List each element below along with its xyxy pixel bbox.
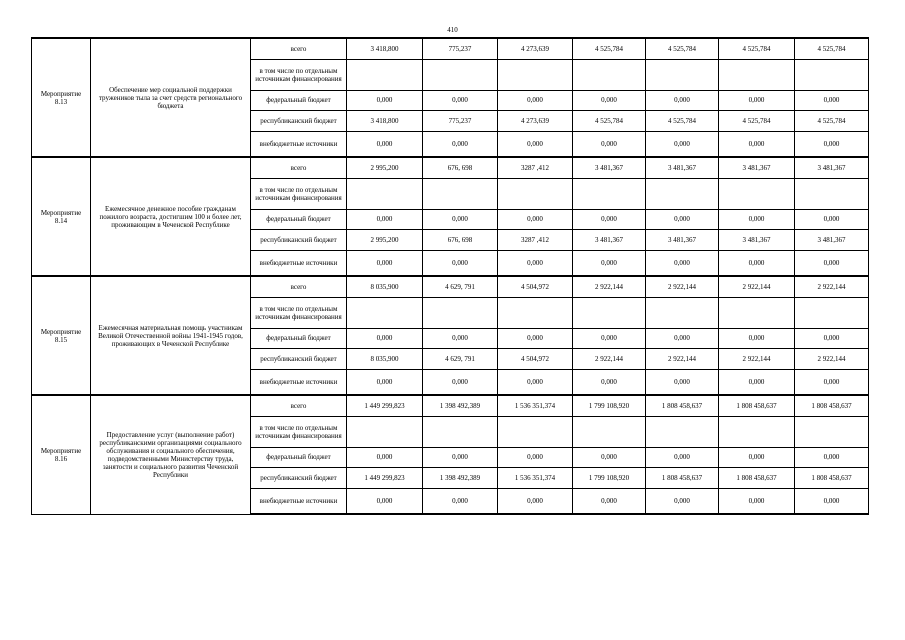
amount-cell: 0,000 [646,131,719,157]
amount-cell: 0,000 [573,328,646,348]
amount-cell: 4 629, 791 [423,348,498,369]
amount-cell: 2 922,144 [646,348,719,369]
amount-cell: 3287 ,412 [498,157,573,178]
amount-cell: 8 035,900 [347,276,423,297]
amount-cell: 0,000 [423,488,498,514]
amount-cell: 2 995,200 [347,229,423,250]
amount-cell: 0,000 [573,447,646,467]
amount-cell: 0,000 [347,488,423,514]
amount-cell [498,416,573,447]
amount-cell: 0,000 [719,488,795,514]
amount-cell: 3 481,367 [795,157,869,178]
amount-cell: 1 799 108,920 [573,395,646,416]
amount-cell [646,416,719,447]
measure-description: Ежемесячная материальная помощь участникам Великой Отечественной войны 1941-1945 годов, проживающих в Чеченской Республике [91,276,251,395]
funding-source-label: федеральный бюджет [251,328,347,348]
amount-cell: 0,000 [719,447,795,467]
amount-cell: 4 525,784 [646,110,719,131]
amount-cell: 4 504,972 [498,276,573,297]
amount-cell: 0,000 [498,328,573,348]
amount-cell: 775,237 [423,38,498,59]
amount-cell: 3 481,367 [646,229,719,250]
amount-cell: 0,000 [347,447,423,467]
amount-cell [573,178,646,209]
amount-cell: 0,000 [795,447,869,467]
amount-cell: 0,000 [347,369,423,395]
amount-cell: 0,000 [347,131,423,157]
amount-cell [646,178,719,209]
amount-cell [573,297,646,328]
amount-cell: 2 922,144 [719,348,795,369]
amount-cell: 0,000 [646,369,719,395]
amount-cell [423,178,498,209]
funding-source-label: внебюджетные источники [251,369,347,395]
amount-cell: 0,000 [646,209,719,229]
amount-cell: 4 504,972 [498,348,573,369]
funding-source-label: всего [251,38,347,59]
funding-source-label: всего [251,276,347,297]
amount-cell: 0,000 [795,250,869,276]
amount-cell: 0,000 [573,90,646,110]
amount-cell: 2 922,144 [719,276,795,297]
funding-source-label: федеральный бюджет [251,209,347,229]
measure-cell: Мероприятие 8.15 [32,276,91,395]
funding-source-label: федеральный бюджет [251,90,347,110]
amount-cell: 4 525,784 [573,38,646,59]
funding-source-label: в том числе по отдельным источникам финансирования [251,416,347,447]
funding-source-label: республиканский бюджет [251,467,347,488]
amount-cell [498,178,573,209]
amount-cell: 2 995,200 [347,157,423,178]
amount-cell: 4 525,784 [795,38,869,59]
total-row [32,157,869,178]
funding-source-label: республиканский бюджет [251,348,347,369]
amount-cell: 676, 698 [423,229,498,250]
amount-cell: 0,000 [646,328,719,348]
amount-cell: 2 922,144 [646,276,719,297]
amount-cell: 0,000 [423,369,498,395]
amount-cell: 4 525,784 [719,110,795,131]
measure-cell: Мероприятие 8.13 [32,38,91,157]
amount-cell: 0,000 [573,369,646,395]
amount-cell [347,59,423,90]
amount-cell: 4 273,639 [498,110,573,131]
amount-cell: 4 525,784 [573,110,646,131]
amount-cell: 0,000 [423,250,498,276]
amount-cell: 0,000 [795,209,869,229]
funding-source-label: республиканский бюджет [251,229,347,250]
amount-cell: 676, 698 [423,157,498,178]
amount-cell: 0,000 [573,250,646,276]
measure-description: Ежемесячное денежное пособие гражданам пожилого возраста, достигшим 100 и более лет, проживающим в Чеченской Республике [91,157,251,276]
funding-source-label: всего [251,157,347,178]
amount-cell [719,416,795,447]
amount-cell: 0,000 [423,209,498,229]
amount-cell [347,297,423,328]
amount-cell: 0,000 [719,250,795,276]
amount-cell: 0,000 [347,250,423,276]
amount-cell: 3 481,367 [719,229,795,250]
amount-cell: 0,000 [646,90,719,110]
amount-cell: 0,000 [347,90,423,110]
budget-table [31,37,869,515]
amount-cell [719,178,795,209]
amount-cell: 0,000 [498,209,573,229]
amount-cell [719,59,795,90]
funding-source-label: в том числе по отдельным источникам финансирования [251,178,347,209]
amount-cell: 0,000 [498,488,573,514]
amount-cell: 8 035,900 [347,348,423,369]
amount-cell: 3 481,367 [795,229,869,250]
amount-cell: 1 536 351,374 [498,467,573,488]
amount-cell [573,59,646,90]
amount-cell: 0,000 [719,369,795,395]
budget-table-body [32,38,869,514]
amount-cell: 0,000 [719,131,795,157]
measure-description: Предоставление услуг (выполнение работ) республиканскими организациями социального обслуживания и социального обеспечения, подведомственными Министерству труда, занятости и социального развития Чеченской Республики [91,395,251,514]
amount-cell: 4 273,639 [498,38,573,59]
amount-cell [423,297,498,328]
amount-cell: 0,000 [498,447,573,467]
amount-cell: 0,000 [646,488,719,514]
funding-source-label: внебюджетные источники [251,250,347,276]
amount-cell [795,59,869,90]
amount-cell: 0,000 [498,131,573,157]
amount-cell [795,416,869,447]
amount-cell [423,59,498,90]
page-number: 410 [447,26,458,34]
amount-cell: 0,000 [646,447,719,467]
amount-cell: 0,000 [719,209,795,229]
amount-cell: 1 398 492,389 [423,395,498,416]
amount-cell: 4 525,784 [646,38,719,59]
total-row [32,395,869,416]
amount-cell: 3 481,367 [646,157,719,178]
funding-source-label: в том числе по отдельным источникам финансирования [251,59,347,90]
funding-source-label: всего [251,395,347,416]
amount-cell: 0,000 [498,369,573,395]
amount-cell: 0,000 [795,488,869,514]
amount-cell: 0,000 [795,369,869,395]
amount-cell: 1 808 458,637 [795,467,869,488]
amount-cell: 3 418,800 [347,38,423,59]
amount-cell: 0,000 [347,209,423,229]
funding-source-label: республиканский бюджет [251,110,347,131]
amount-cell [646,297,719,328]
funding-source-label: в том числе по отдельным источникам финансирования [251,297,347,328]
amount-cell: 1 398 492,389 [423,467,498,488]
amount-cell [423,416,498,447]
amount-cell: 775,237 [423,110,498,131]
amount-cell: 0,000 [795,90,869,110]
amount-cell: 3 481,367 [719,157,795,178]
amount-cell: 0,000 [719,90,795,110]
amount-cell [573,416,646,447]
amount-cell [646,59,719,90]
measure-cell: Мероприятие 8.16 [32,395,91,514]
amount-cell: 1 808 458,637 [795,395,869,416]
measure-description: Обеспечение мер социальной поддержки тружеников тыла за счет средств регионального бюджета [91,38,251,157]
amount-cell: 0,000 [423,131,498,157]
amount-cell: 3 418,800 [347,110,423,131]
amount-cell: 0,000 [423,447,498,467]
amount-cell: 0,000 [423,90,498,110]
amount-cell: 0,000 [498,250,573,276]
amount-cell [498,297,573,328]
total-row [32,38,869,59]
amount-cell: 3287 ,412 [498,229,573,250]
amount-cell: 4 629, 791 [423,276,498,297]
amount-cell [795,297,869,328]
amount-cell: 3 481,367 [573,157,646,178]
amount-cell: 1 808 458,637 [646,467,719,488]
amount-cell: 0,000 [795,328,869,348]
amount-cell: 0,000 [347,328,423,348]
amount-cell: 1 536 351,374 [498,395,573,416]
amount-cell: 0,000 [423,328,498,348]
amount-cell: 3 481,367 [573,229,646,250]
amount-cell [719,297,795,328]
amount-cell: 2 922,144 [573,348,646,369]
amount-cell: 0,000 [498,90,573,110]
amount-cell: 2 922,144 [795,348,869,369]
amount-cell [498,59,573,90]
funding-source-label: внебюджетные источники [251,131,347,157]
amount-cell: 0,000 [719,328,795,348]
total-row [32,276,869,297]
amount-cell: 2 922,144 [795,276,869,297]
amount-cell: 1 808 458,637 [646,395,719,416]
amount-cell [347,178,423,209]
amount-cell: 1 808 458,637 [719,395,795,416]
amount-cell [795,178,869,209]
amount-cell [347,416,423,447]
amount-cell: 2 922,144 [573,276,646,297]
amount-cell: 1 799 108,920 [573,467,646,488]
amount-cell: 1 449 299,823 [347,467,423,488]
amount-cell: 0,000 [573,488,646,514]
amount-cell: 4 525,784 [719,38,795,59]
amount-cell: 1 449 299,823 [347,395,423,416]
amount-cell: 0,000 [573,131,646,157]
amount-cell: 4 525,784 [795,110,869,131]
funding-source-label: внебюджетные источники [251,488,347,514]
amount-cell: 0,000 [646,250,719,276]
amount-cell: 0,000 [573,209,646,229]
amount-cell: 1 808 458,637 [719,467,795,488]
measure-cell: Мероприятие 8.14 [32,157,91,276]
funding-source-label: федеральный бюджет [251,447,347,467]
amount-cell: 0,000 [795,131,869,157]
